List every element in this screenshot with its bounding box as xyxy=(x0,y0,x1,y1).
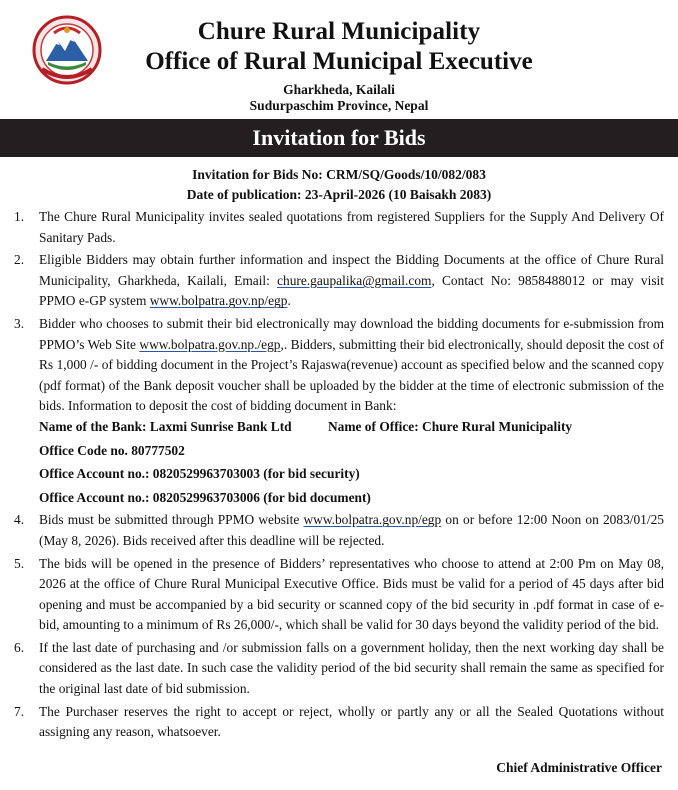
list-item xyxy=(14,510,664,551)
bank-row xyxy=(39,417,664,438)
reference-block xyxy=(0,165,678,205)
bank-details xyxy=(39,417,664,508)
letterhead xyxy=(0,0,678,118)
notice-title: Invitation for Bids xyxy=(252,125,426,150)
item-number: 2. xyxy=(14,252,25,268)
bid-number: Invitation for Bids No: CRM/SQ/Goods/10/082/083 xyxy=(192,167,486,182)
item-text: on or before 12:00 Noon on 2083/01/25 (May 8, 2026). Bids received after this deadline will be rejected. xyxy=(39,512,664,548)
publication-date: Date of publication: 23-April-2026 (10 Baisakh 2083) xyxy=(186,187,492,202)
email-link[interactable]: chure.gaupalika@gmail.com xyxy=(277,272,432,288)
item-number: 7. xyxy=(14,703,25,719)
notice-body xyxy=(14,207,664,745)
bank-name: Name of the Bank: Laxmi Sunrise Bank Ltd xyxy=(39,418,292,434)
list-item xyxy=(14,638,664,700)
item-number: 4. xyxy=(14,512,25,528)
address-line: Gharkheda, Kailali xyxy=(283,82,395,97)
signature: Chief Administrative Officer xyxy=(496,760,662,775)
municipality-name: Chure Rural Municipality xyxy=(197,18,481,45)
office-name-field: Name of Office: Chure Rural Municipality xyxy=(328,418,573,434)
egp-link[interactable]: www.bolpatra.gov.np/egp xyxy=(303,512,442,528)
item-text: The bids will be opened in the presence of Bidders’ representatives who choose to attend at 2:00 Pm on May 08, 2026 at the office of Chure Rural Municipal Executive Office. Bids must be valid for a period of 45 days after bid opening and must be accompanied by a bid security or scanned copy of the bid security in .pdf format in case of e-bid, amounting to a minimum of Rs 26,000/-, which shall be valid for 30 days beyond the validity period of the bid. xyxy=(39,555,664,633)
item-text: ,. Bidders, submitting their bid electronically, should deposit the cost of Rs 1,000 /- of bidding document in the Project’s Rajaswa(revenue) account as specified below and the scanned copy (pdf format) of the Bank deposit voucher shall be uploaded by the bidder at the time of electronic submission of the bids. Information to deposit the cost of bidding document in Bank: xyxy=(39,336,664,414)
province-line: Sudurpaschim Province, Nepal xyxy=(249,98,429,113)
item-number: 1. xyxy=(14,209,25,224)
item-number: 5. xyxy=(14,555,25,571)
item-text: The Purchaser reserves the right to accept or reject, wholly or partly any or all the Sealed Quotations without assigning any reason, whatsoever. xyxy=(39,703,664,740)
account-security: Office Account no.: 0820529963703003 (for bid security) xyxy=(39,466,360,482)
notice-title-banner xyxy=(0,119,678,157)
egp-link[interactable]: www.bolpatra.gov.np./egp xyxy=(139,336,281,352)
item-text: The Chure Rural Municipality invites sealed quotations from registered Suppliers for the Supply And Delivery Of Sanitary Pads. xyxy=(39,209,664,245)
item-number: 3. xyxy=(14,315,25,331)
item-text: If the last date of purchasing and /or submission falls on a government holiday, then the next working day shall be considered as the last date. In such case the validity period of the bid security shall remain the same as specified for the original last date of bid submission. xyxy=(39,639,664,697)
item-number: 6. xyxy=(14,639,25,655)
list-item xyxy=(14,207,664,248)
item-text: . xyxy=(287,293,291,309)
item-text: Bids must be submitted through PPMO website xyxy=(39,512,304,528)
office-name: Office of Rural Municipal Executive xyxy=(145,48,533,75)
item-text: , Contact No: 9858488012 or may visit PPMO e-GP system xyxy=(39,272,664,309)
item-text: Bidder who chooses to submit their bid electronically may download the bidding documents for e-submission from PPMO’s Web Site xyxy=(39,315,664,352)
office-code: Office Code no. 80777502 xyxy=(39,442,185,458)
list-item xyxy=(14,554,664,636)
egp-link[interactable]: www.bolpatra.gov.np/egp xyxy=(149,293,288,309)
list-item xyxy=(14,250,664,312)
item-text: Eligible Bidders may obtain further information and inspect the Bidding Documents at the office of Chure Rural Municipality, Gharkheda, Kailali, Email: xyxy=(39,252,664,288)
list-item xyxy=(14,702,664,743)
list-item xyxy=(14,314,664,508)
account-document: Office Account no.: 0820529963703006 (for bid document) xyxy=(39,489,371,505)
